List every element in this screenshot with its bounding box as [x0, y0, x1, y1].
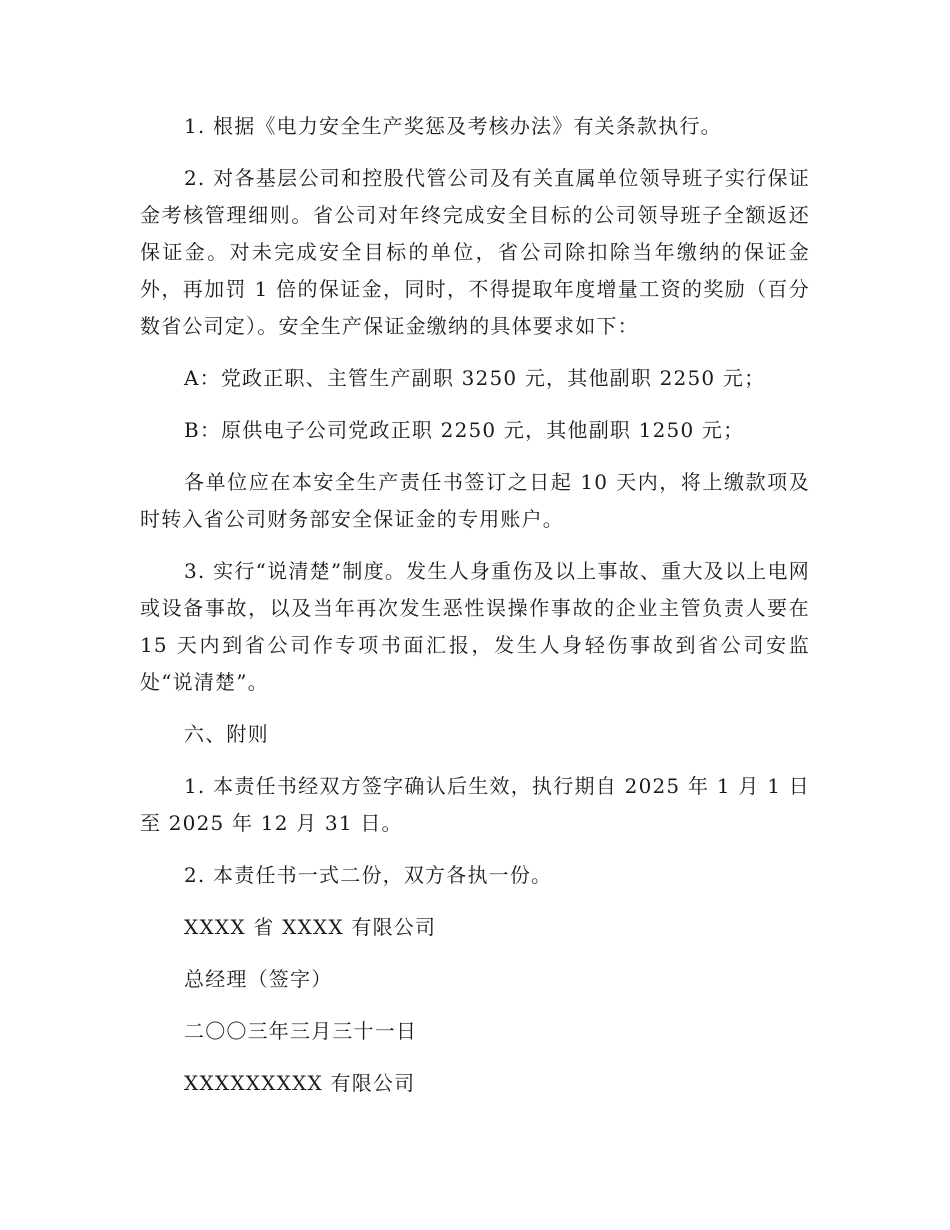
signature-manager: 总经理（签字）: [184, 967, 333, 991]
appendix-clause-1: 1. 本责任书经双方签字确认后生效，执行期自 2025 年 1 月 1 日至 2025 年 12 月 31 日。: [140, 774, 810, 835]
signature-date: 二〇〇三年三月三十一日: [184, 1019, 418, 1043]
payment-item-a: A：党政正职、主管生产副职 3250 元，其他副职 2250 元；: [184, 366, 766, 390]
payment-deadline: 各单位应在本安全生产责任书签订之日起 10 天内，将上缴款项及时转入省公司财务部安全保证金的专用账户。: [140, 470, 810, 531]
clause-3: 3. 实行“说清楚”制度。发生人身重伤及以上事故、重大及以上电网或设备事故，以及当年再次发生恶性误操作事故的企业主管负责人要在 15 天内到省公司作专项书面汇报，发生人身轻伤事故到省公司安监处“说清楚”。: [140, 559, 810, 694]
signature-company: XXXX 省 XXXX 有限公司: [184, 915, 437, 939]
signature-party-b: XXXXXXXXX 有限公司: [184, 1071, 416, 1095]
payment-item-b: B：原供电子公司党政正职 2250 元，其他副职 1250 元；: [184, 418, 745, 442]
clause-2: 2. 对各基层公司和控股代管公司及有关直属单位领导班子实行保证金考核管理细则。省公司对年终完成安全目标的公司领导班子全额返还保证金。对未完成安全目标的单位，省公司除扣除当年缴纳的保证金外，再加罚 1 倍的保证金，同时，不得提取年度增量工资的奖励（百分数省公司定）。安全生产保证金缴纳的具体要求如下：: [140, 166, 810, 338]
appendix-clause-2: 2. 本责任书一式二份，双方各执一份。: [184, 863, 553, 887]
section-heading-appendix: 六、附则: [184, 722, 269, 746]
document-body: [140, 108, 810, 1117]
clause-1: 1. 根据《电力安全生产奖惩及考核办法》有关条款执行。: [184, 114, 722, 138]
